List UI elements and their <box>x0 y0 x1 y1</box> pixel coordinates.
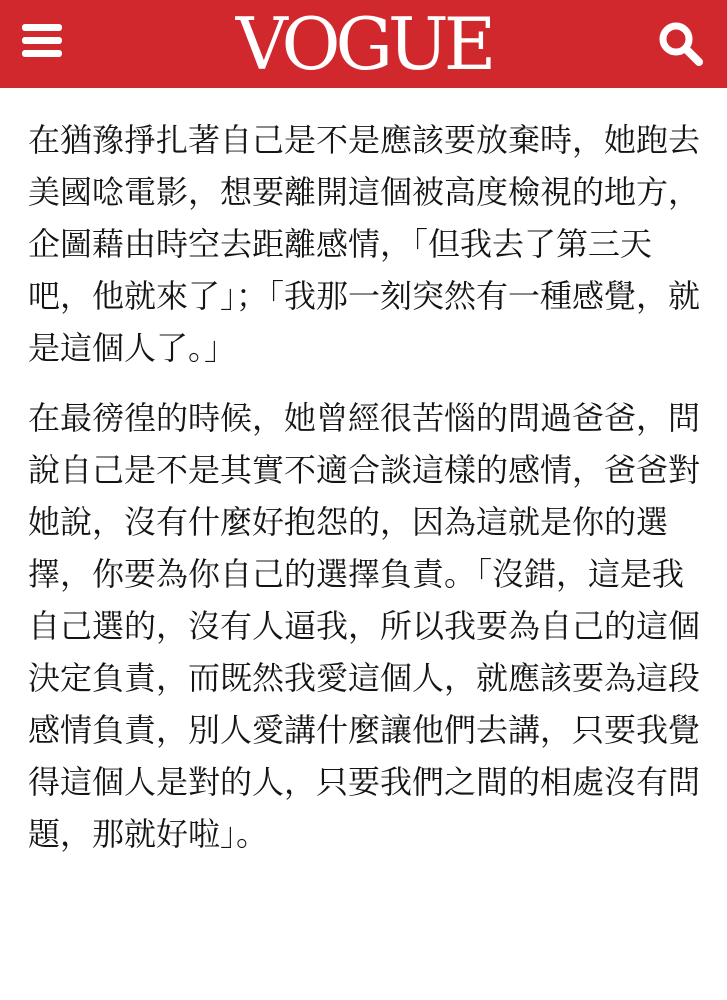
article-paragraph-2: 在最徬徨的時候，她曾經很苦惱的問過爸爸，問說自己是不是其實不適合談這樣的感情，爸爸對她說，沒有什麼好抱怨的，因為這就是你的選擇，你要為你自己的選擇負責。「沒錯，這是我自己選的，沒有人逼我，所以我要為自己的這個決定負責，而既然我愛這個人，就應該要為這段感情負責，別人愛講什麼讓他們去講，只要我覺得這個人是對的人，只要我們之間的相處沒有問題，那就好啦」。 <box>28 399 701 853</box>
hamburger-menu-icon-bar <box>22 50 62 57</box>
search-button[interactable] <box>657 20 705 68</box>
search-icon <box>657 20 705 68</box>
article-paragraph-1: 在猶豫掙扎著自己是不是應該要放棄時，她跑去美國唸電影，想要離開這個被高度檢視的地方，企圖藉由時空去距離感情，「但我去了第三天吧，他就來了」；「我那一刻突然有一種感覺，就是這個人了。」 <box>28 121 701 367</box>
vogue-logo: VOGUE <box>235 2 492 86</box>
hamburger-menu-icon-bar <box>22 37 62 44</box>
hamburger-menu-icon <box>22 24 62 31</box>
article-body <box>28 114 708 878</box>
menu-button[interactable] <box>20 20 66 62</box>
top-header <box>0 0 727 88</box>
